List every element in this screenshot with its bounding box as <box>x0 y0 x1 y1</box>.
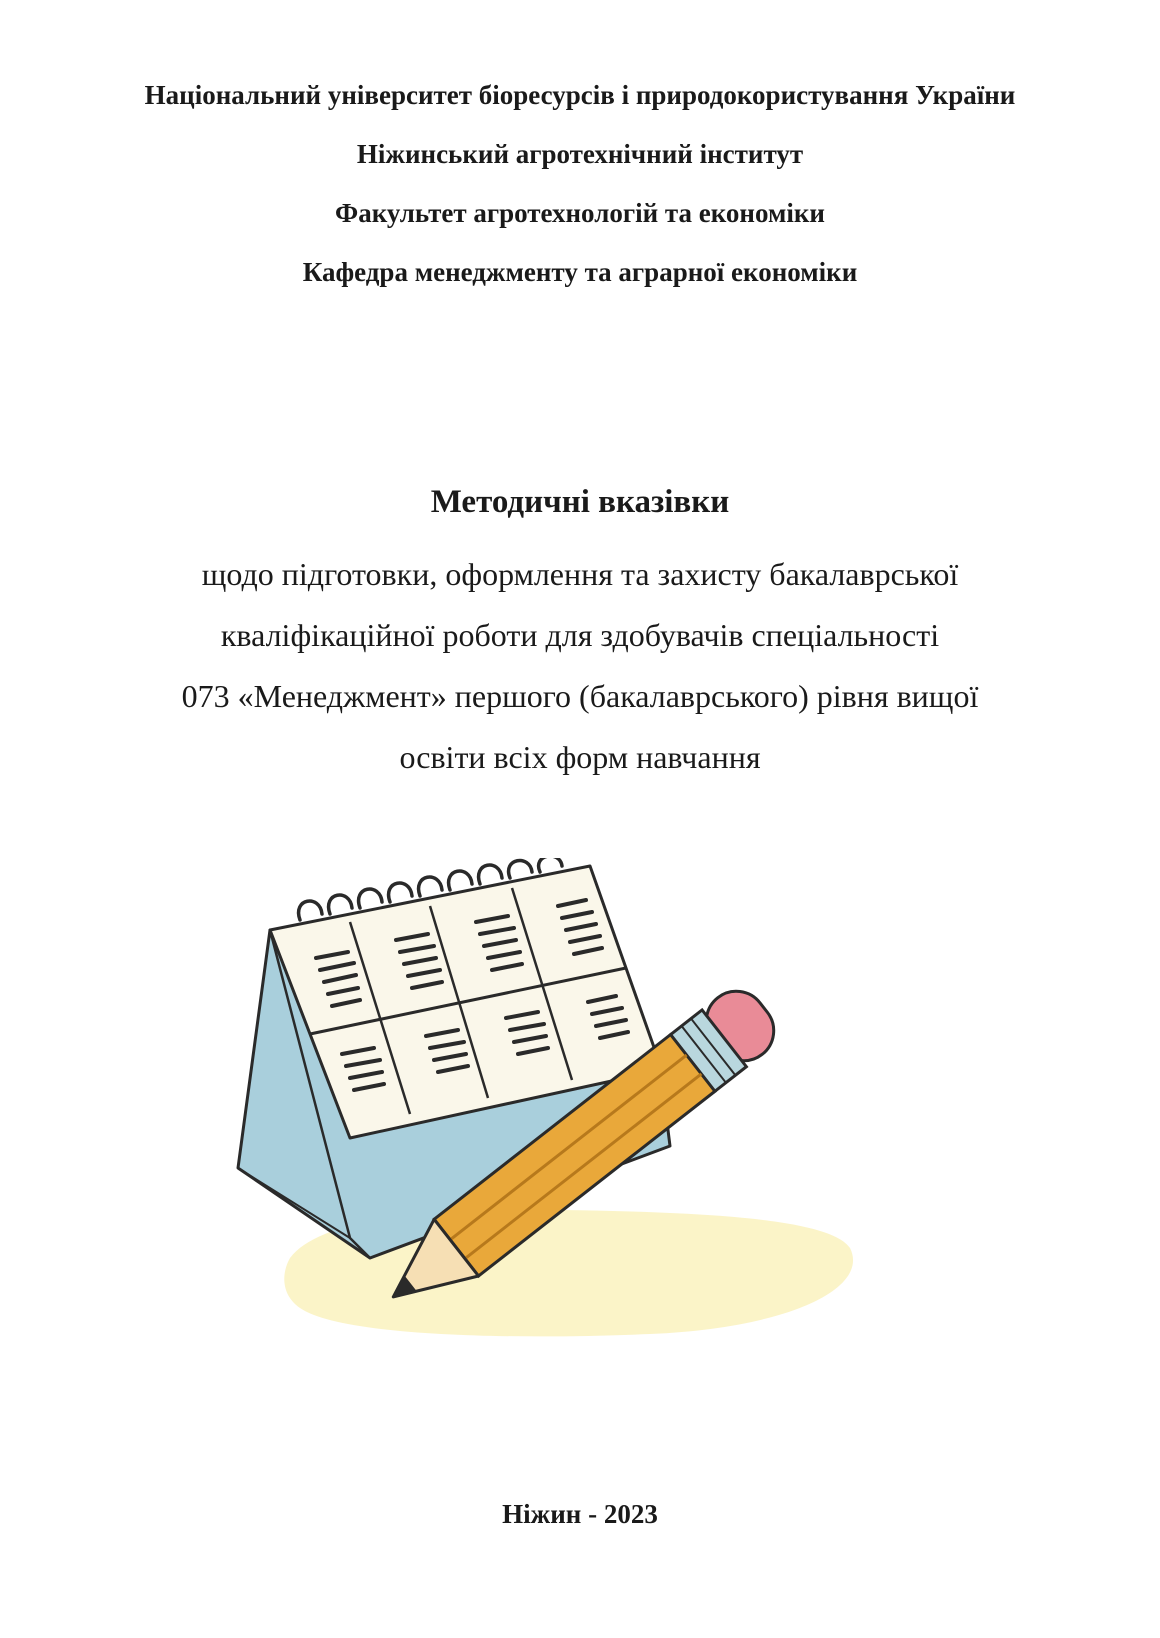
title-block <box>0 482 1160 788</box>
faculty-name: Факультет агротехнологій та економіки <box>335 198 825 228</box>
document-title: Методичні вказівки <box>430 484 730 520</box>
university-name: Національний університет біоресурсів і природокористування України <box>144 80 1016 110</box>
document-subtitle-line-1: щодо підготовки, оформлення та захисту бакалаврської <box>201 556 959 592</box>
document-subtitle-line-4: освіти всіх форм навчання <box>399 739 761 775</box>
calendar-icon <box>238 858 670 1258</box>
document-subtitle-line-3: 073 «Менеджмент» першого (бакалаврського) рівня вищої <box>181 678 979 714</box>
document-subtitle-line-2: кваліфікаційної роботи для здобувачів спеціальності <box>220 617 940 653</box>
institute-name: Ніжинський агротехнічний інститут <box>356 139 804 169</box>
institution-header <box>0 66 1160 302</box>
place-year: Ніжин - 2023 <box>502 1499 658 1529</box>
department-name: Кафедра менеджменту та аграрної економіки <box>302 257 858 287</box>
calendar-pencil-illustration <box>230 858 890 1398</box>
